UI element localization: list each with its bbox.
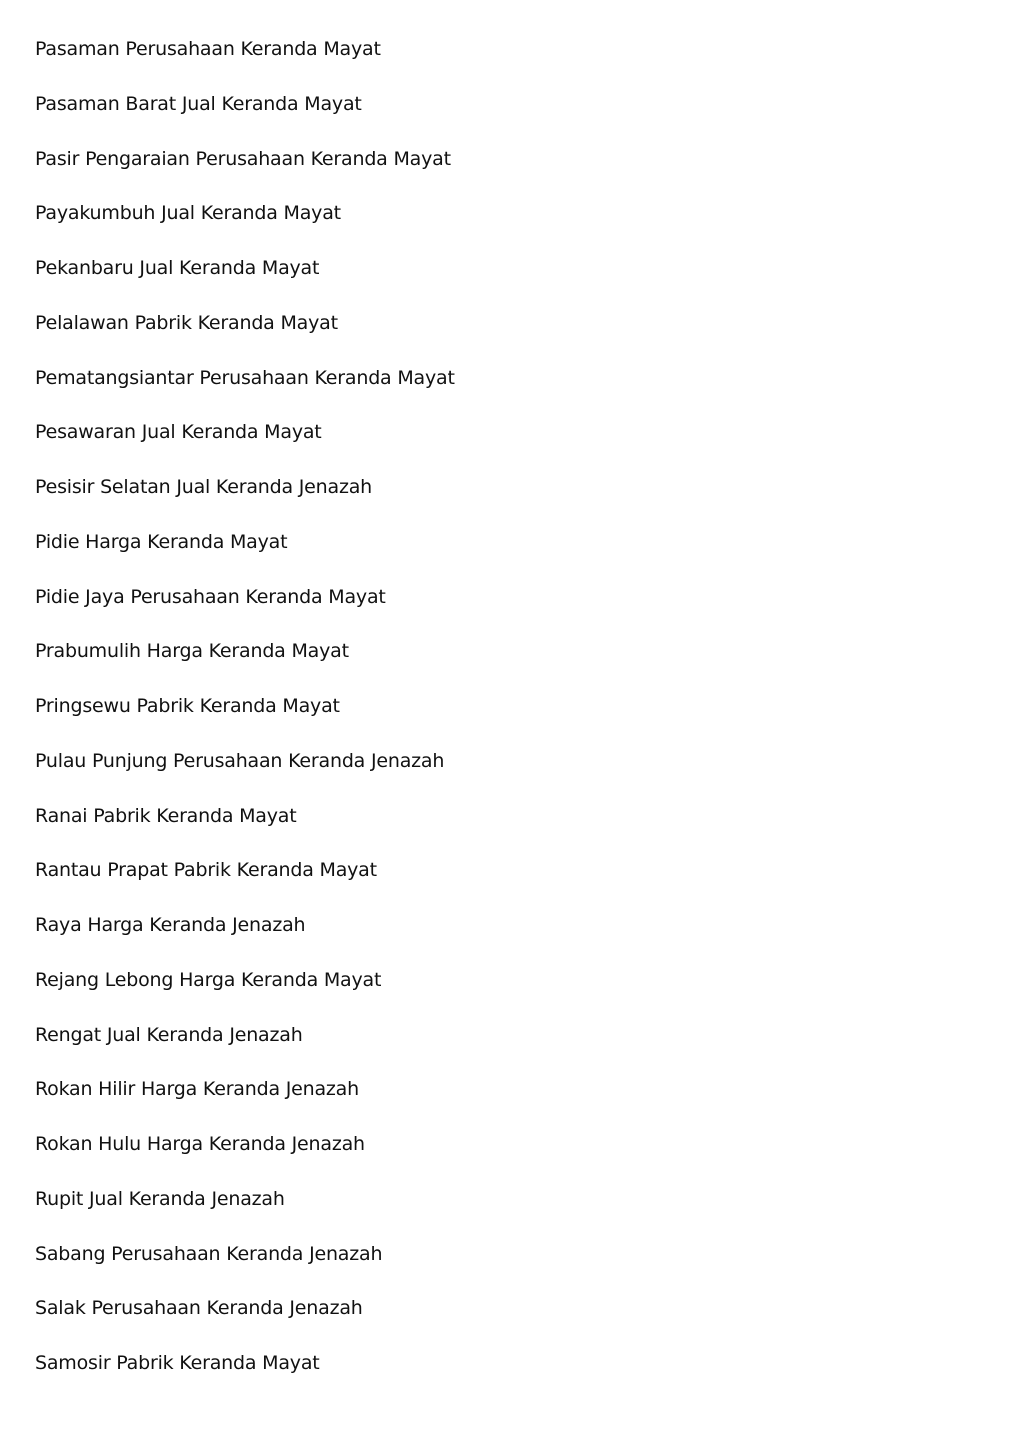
list-item: Rantau Prapat Pabrik Keranda Mayat — [35, 859, 377, 882]
list-item: Rupit Jual Keranda Jenazah — [35, 1187, 285, 1210]
list-item: Pekanbaru Jual Keranda Mayat — [35, 257, 320, 279]
list-item: Prabumulih Harga Keranda Mayat — [35, 640, 349, 663]
list-item: Rokan Hulu Harga Keranda Jenazah — [35, 1133, 365, 1155]
entry-list — [35, 36, 455, 1405]
list-item: Pringsewu Pabrik Keranda Mayat — [35, 695, 340, 717]
list-item: Pasaman Perusahaan Keranda Mayat — [35, 38, 381, 60]
list-item: Payakumbuh Jual Keranda Mayat — [35, 202, 341, 225]
list-item: Pidie Harga Keranda Mayat — [35, 530, 288, 553]
list-item: Samosir Pabrik Keranda Mayat — [35, 1352, 320, 1374]
list-item: Pesawaran Jual Keranda Mayat — [35, 421, 322, 444]
list-item: Pematangsiantar Perusahaan Keranda Mayat — [35, 366, 455, 389]
list-item: Pasaman Barat Jual Keranda Mayat — [35, 92, 362, 115]
list-item: Pidie Jaya Perusahaan Keranda Mayat — [35, 585, 386, 608]
list-item: Rengat Jual Keranda Jenazah — [35, 1023, 303, 1046]
list-item: Pulau Punjung Perusahaan Keranda Jenazah — [35, 749, 445, 772]
list-item: Ranai Pabrik Keranda Mayat — [35, 804, 297, 827]
list-item: Pesisir Selatan Jual Keranda Jenazah — [35, 476, 373, 498]
list-item: Raya Harga Keranda Jenazah — [35, 914, 306, 936]
list-item: Pasir Pengaraian Perusahaan Keranda Mayat — [35, 147, 451, 170]
list-item: Rejang Lebong Harga Keranda Mayat — [35, 968, 382, 991]
list-item: Salak Perusahaan Keranda Jenazah — [35, 1297, 363, 1320]
list-item: Sabang Perusahaan Keranda Jenazah — [35, 1242, 383, 1265]
list-item: Rokan Hilir Harga Keranda Jenazah — [35, 1078, 359, 1101]
list-item: Pelalawan Pabrik Keranda Mayat — [35, 311, 338, 334]
